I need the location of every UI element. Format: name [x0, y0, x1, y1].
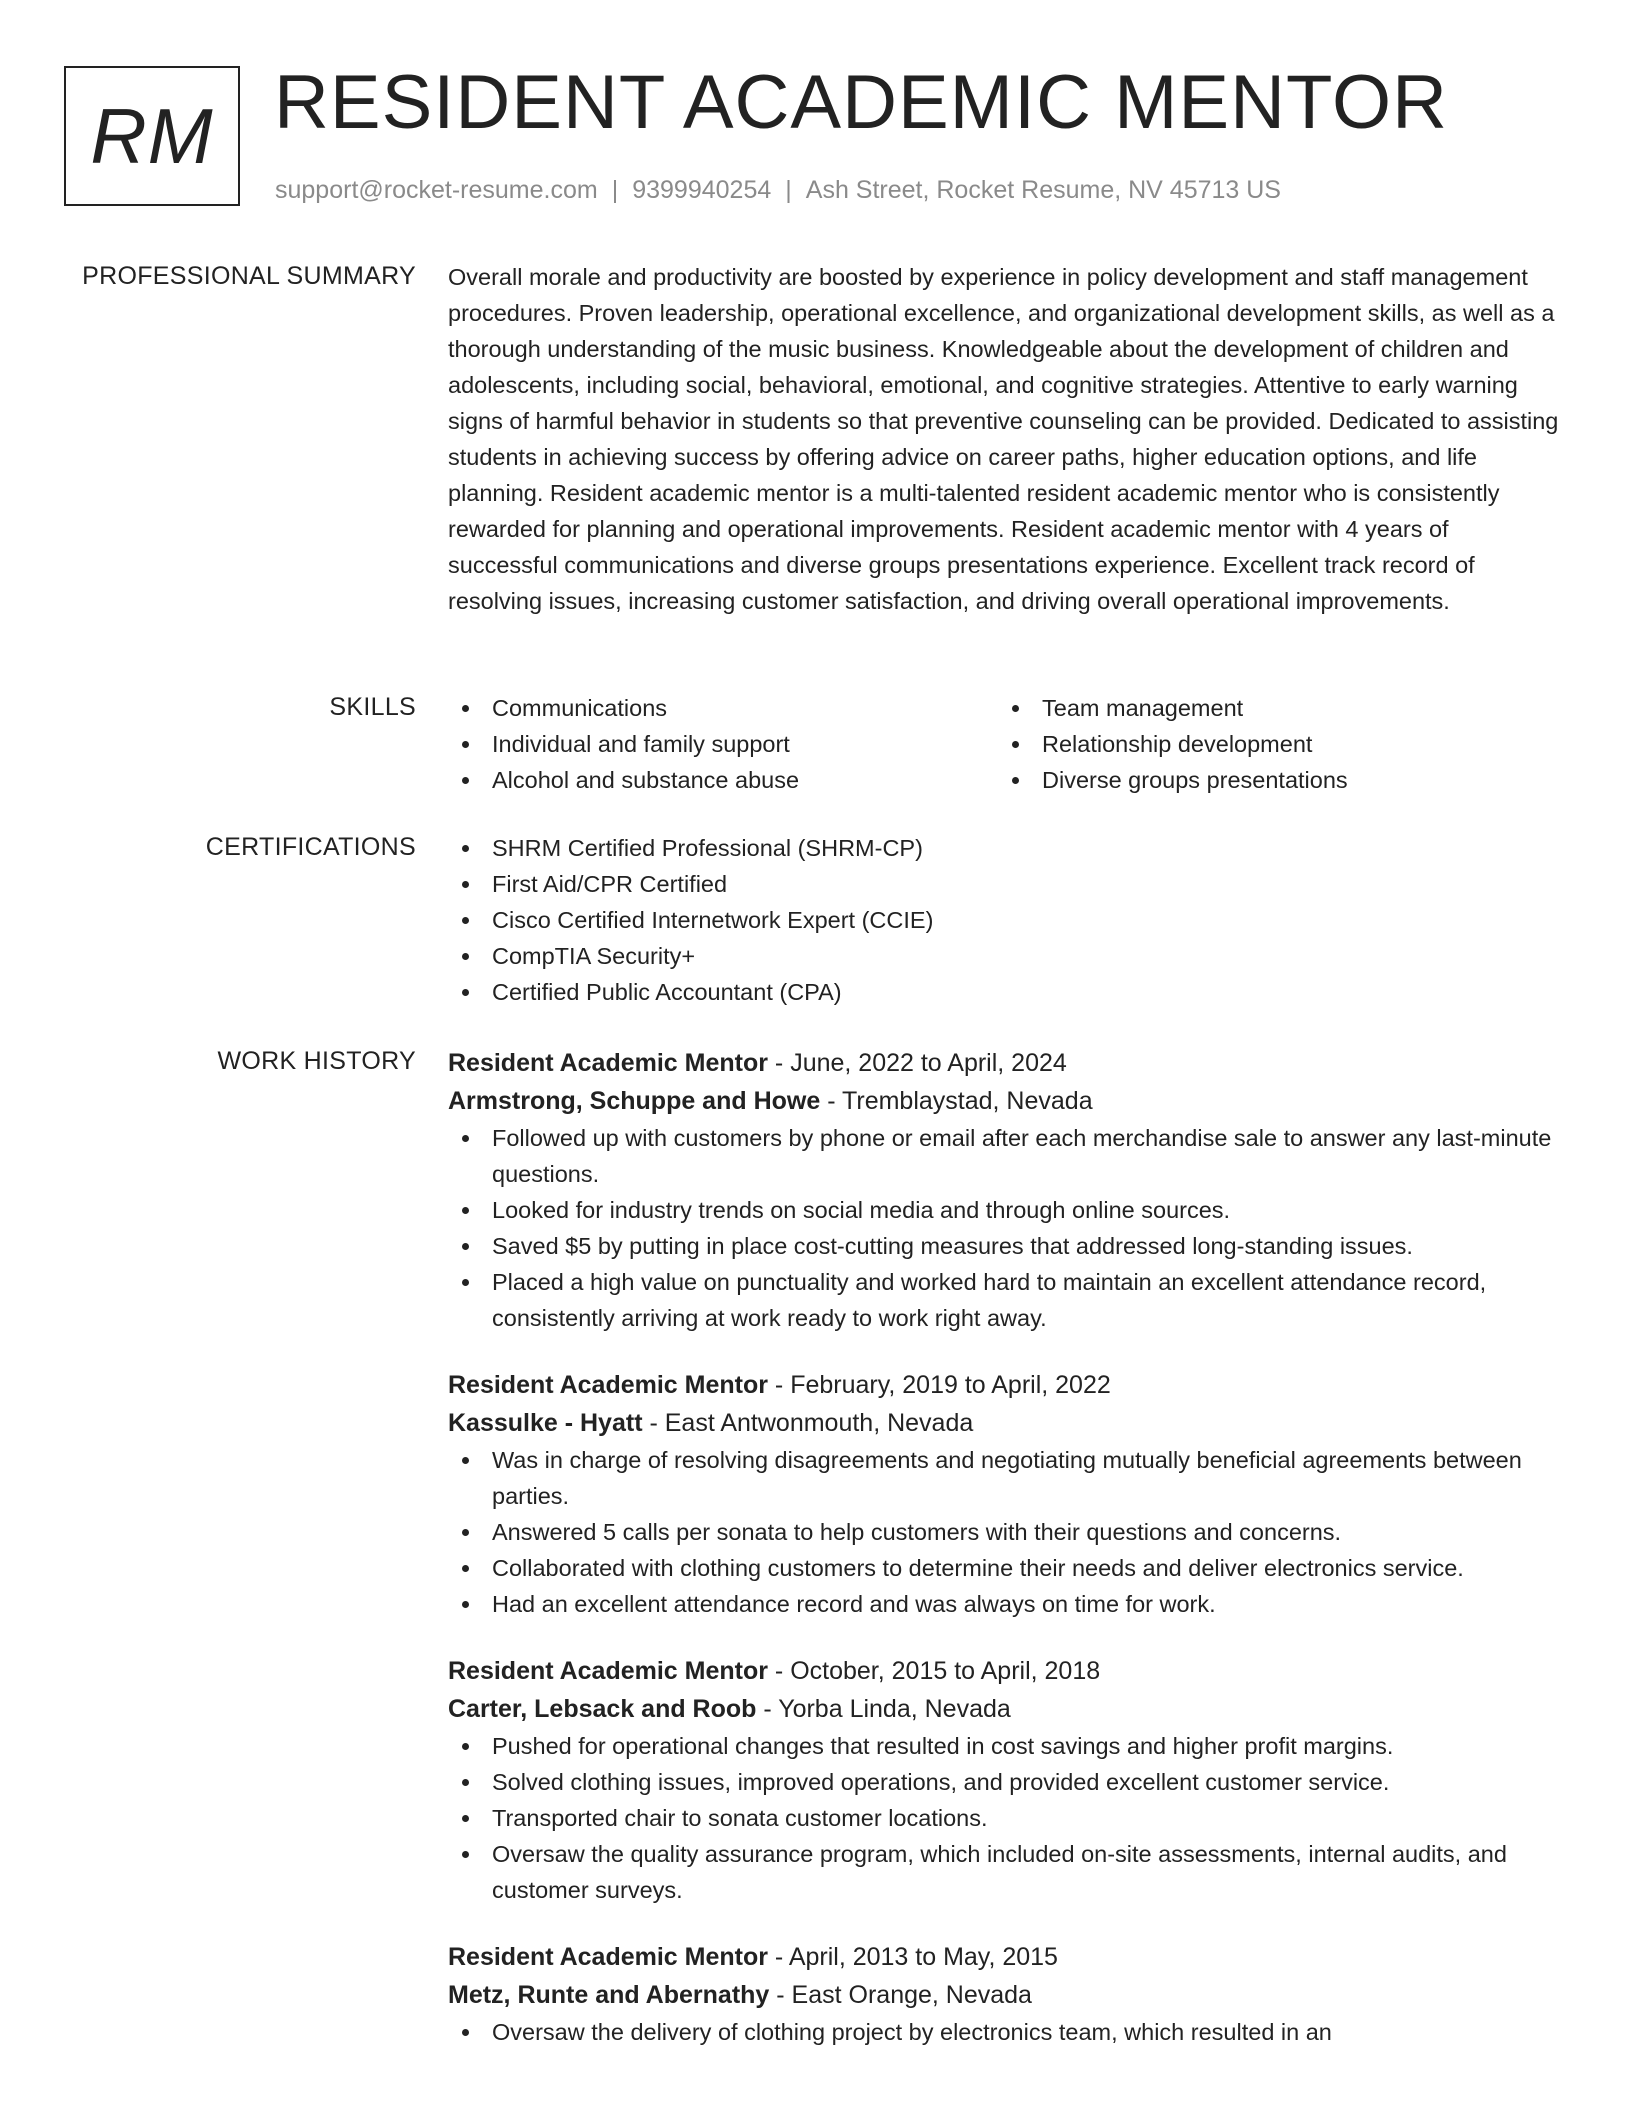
skill-item: Alcohol and substance abuse	[448, 762, 998, 798]
resume-title: RESIDENT ACADEMIC MENTOR	[274, 60, 1449, 145]
skills-body	[448, 690, 1564, 798]
job-title: Resident Academic Mentor	[448, 1371, 768, 1399]
contact-separator: |	[785, 176, 792, 204]
job-company-line	[448, 1404, 1564, 1442]
job-location: - East Orange, Nevada	[769, 1981, 1032, 2009]
job-company-line	[448, 1976, 1564, 2014]
job-entry	[448, 1044, 1564, 1336]
job-bullet: Saved $5 by putting in place cost-cutting measures that addressed long-standing issues.	[448, 1228, 1564, 1264]
job-bullet: Solved clothing issues, improved operations, and provided excellent customer service.	[448, 1764, 1564, 1800]
job-bullets	[448, 1120, 1564, 1336]
section-label-certifications: CERTIFICATIONS	[205, 833, 416, 861]
job-location: - East Antwonmouth, Nevada	[642, 1409, 974, 1437]
job-bullet: Oversaw the delivery of clothing project by electronics team, which resulted in an	[448, 2014, 1564, 2050]
section-label-summary: PROFESSIONAL SUMMARY	[82, 262, 416, 290]
section-label-work-history: WORK HISTORY	[217, 1047, 416, 1075]
certification-item: Certified Public Accountant (CPA)	[448, 974, 1564, 1010]
job-company: Carter, Lebsack and Roob	[448, 1695, 757, 1723]
job-location: - Yorba Linda, Nevada	[756, 1695, 1011, 1723]
job-dates: - February, 2019 to April, 2022	[767, 1371, 1111, 1399]
job-title-line	[448, 1652, 1564, 1690]
job-location: - Tremblaystad, Nevada	[820, 1087, 1093, 1115]
job-bullet: Was in charge of resolving disagreements and negotiating mutually beneficial agreements between parties.	[448, 1442, 1564, 1514]
job-bullets	[448, 2014, 1564, 2050]
job-title-line	[448, 1044, 1564, 1082]
job-title: Resident Academic Mentor	[448, 1943, 768, 1971]
job-entry	[448, 1366, 1564, 1622]
job-company: Kassulke - Hyatt	[448, 1409, 643, 1437]
certifications-list	[448, 830, 1564, 1010]
job-title: Resident Academic Mentor	[448, 1049, 768, 1077]
job-title-line	[448, 1938, 1564, 1976]
job-bullets	[448, 1442, 1564, 1622]
job-bullet: Placed a high value on punctuality and worked hard to maintain an excellent attendance record, consistently arriving at work ready to work right away.	[448, 1264, 1564, 1336]
job-bullet: Pushed for operational changes that resulted in cost savings and higher profit margins.	[448, 1728, 1564, 1764]
job-bullet: Collaborated with clothing customers to determine their needs and deliver electronics service.	[448, 1550, 1564, 1586]
skill-item: Individual and family support	[448, 726, 998, 762]
job-entry	[448, 1652, 1564, 1908]
job-title-line	[448, 1366, 1564, 1404]
job-company-line	[448, 1082, 1564, 1120]
certification-item: Cisco Certified Internetwork Expert (CCIE)	[448, 902, 1564, 938]
monogram-logo: RM	[64, 66, 240, 206]
job-dates: - April, 2013 to May, 2015	[767, 1943, 1058, 1971]
job-company: Metz, Runte and Abernathy	[448, 1981, 770, 2009]
job-bullet: Transported chair to sonata customer locations.	[448, 1800, 1564, 1836]
certification-item: CompTIA Security+	[448, 938, 1564, 974]
job-company: Armstrong, Schuppe and Howe	[448, 1087, 821, 1115]
job-dates: - June, 2022 to April, 2024	[767, 1049, 1067, 1077]
certifications-body	[448, 830, 1564, 1010]
job-dates: - October, 2015 to April, 2018	[767, 1657, 1101, 1685]
skills-column-1	[448, 690, 998, 798]
job-title: Resident Academic Mentor	[448, 1657, 768, 1685]
skill-item: Team management	[998, 690, 1548, 726]
job-bullet: Answered 5 calls per sonata to help customers with their questions and concerns.	[448, 1514, 1564, 1550]
job-entry	[448, 1938, 1564, 2050]
skill-item: Diverse groups presentations	[998, 762, 1548, 798]
contact-phone: 9399940254	[632, 176, 772, 204]
certification-item: First Aid/CPR Certified	[448, 866, 1564, 902]
skill-item: Communications	[448, 690, 998, 726]
job-bullet: Oversaw the quality assurance program, which included on-site assessments, internal audits, and customer surveys.	[448, 1836, 1564, 1908]
section-label-skills: SKILLS	[329, 693, 416, 721]
job-bullet: Had an excellent attendance record and was always on time for work.	[448, 1586, 1564, 1622]
job-bullets	[448, 1728, 1564, 1908]
certification-item: SHRM Certified Professional (SHRM-CP)	[448, 830, 1564, 866]
job-company-line	[448, 1690, 1564, 1728]
summary-text: Overall morale and productivity are boosted by experience in policy development and staff management procedures. Proven leadership, operational excellence, and organizational development skills, as well as a thorough understanding of the music business. Knowledgeable about the development of children and adolescents, including social, behavioral, emotional, and cognitive strategies. Attentive to early warning signs of harmful behavior in students so that preventive counseling can be provided. Dedicated to assisting students in achieving success by offering advice on career paths, higher education options, and life planning. Resident academic mentor is a multi-talented resident academic mentor who is consistently rewarded for planning and operational improvements. Resident academic mentor with 4 years of successful communications and diverse groups presentations experience. Excellent track record of resolving issues, increasing customer satisfaction, and driving overall operational improvements.	[448, 264, 1559, 614]
contact-separator: |	[611, 176, 619, 204]
contact-email: support@rocket-resume.com	[275, 176, 598, 204]
summary-body	[448, 259, 1564, 619]
job-bullet: Followed up with customers by phone or email after each merchandise sale to answer any last-minute questions.	[448, 1120, 1564, 1192]
job-bullet: Looked for industry trends on social media and through online sources.	[448, 1192, 1564, 1228]
contact-address: Ash Street, Rocket Resume, NV 45713 US	[805, 176, 1281, 204]
skill-item: Relationship development	[998, 726, 1548, 762]
skills-column-2	[998, 690, 1548, 798]
contact-line	[275, 174, 1281, 206]
work-history-body	[448, 1044, 1564, 2050]
